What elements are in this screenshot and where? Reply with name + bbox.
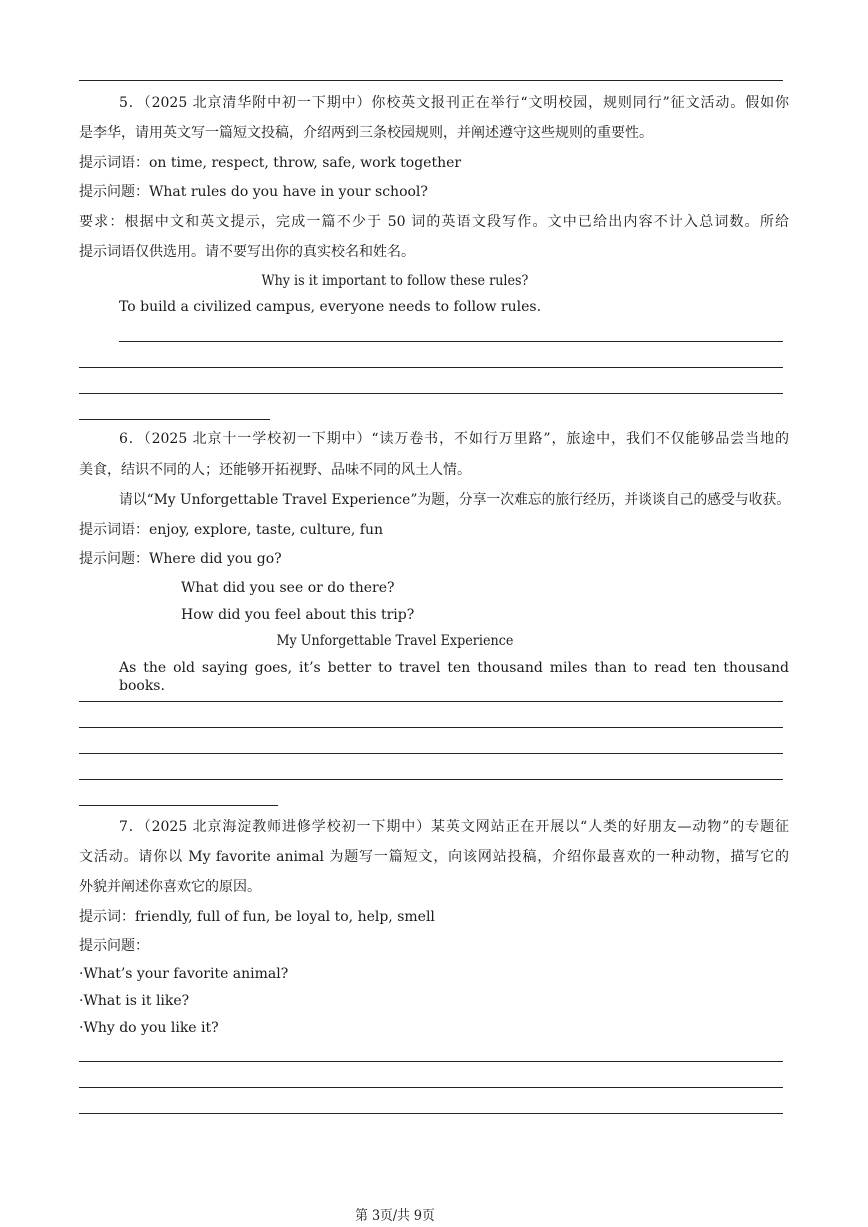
answer-line bbox=[79, 701, 783, 702]
q6-essay-title: My Unforgettable Travel Experience bbox=[276, 633, 514, 649]
q7-prompt-line-1: 7．（2025 北京海淀教师进修学校初一下期中）某英文网站正在开展以“人类的好朋友—动物”的专题征 bbox=[119, 819, 789, 835]
q6-hint-question-3: How did you feel about this trip? bbox=[181, 607, 415, 623]
q5-prompt-line-1: 5．（2025 北京清华附中初一下期中）你校英文报刊正在举行“文明校园，规则同行”征文活动。假如你 bbox=[119, 95, 789, 111]
q5-requirement-line-2: 提示词语仅供选用。请不要写出你的真实校名和姓名。 bbox=[79, 244, 415, 260]
answer-line bbox=[79, 80, 783, 81]
q5-prompt-line-2: 是李华，请用英文写一篇短文投稿，介绍两到三条校园规则，并阐述遵守这些规则的重要性。 bbox=[79, 125, 653, 141]
q7-hint-question-2: ·What is it like? bbox=[79, 993, 190, 1009]
q5-essay-start: To build a civilized campus, everyone needs to follow rules. bbox=[119, 299, 542, 315]
q7-prompt-line-2: 文活动。请你以 My favorite animal 为题写一篇短文，向该网站投稿，介绍你最喜欢的一种动物，描写它的 bbox=[79, 849, 789, 865]
q6-hint-words: 提示词语：enjoy, explore, taste, culture, fun bbox=[79, 522, 383, 538]
answer-line bbox=[79, 805, 278, 806]
q7-prompt-line-3: 外貌并阐述你喜欢它的原因。 bbox=[79, 879, 261, 895]
answer-line bbox=[79, 753, 783, 754]
answer-line bbox=[79, 1061, 783, 1062]
q6-hint-question-2: What did you see or do there? bbox=[181, 580, 395, 596]
q5-hint-question: 提示问题：What rules do you have in your school? bbox=[79, 184, 428, 200]
answer-line bbox=[79, 1087, 783, 1088]
q7-hint-question-1: ·What’s your favorite animal? bbox=[79, 966, 289, 982]
q5-requirement-line-1: 要求：根据中文和英文提示，完成一篇不少于 50 词的英语文段写作。文中已给出内容不计入总词数。所给 bbox=[79, 214, 789, 230]
answer-line bbox=[79, 727, 783, 728]
answer-line bbox=[79, 779, 783, 780]
answer-line bbox=[79, 1113, 783, 1114]
q6-essay-start: As the old saying goes, it’s better to travel ten thousand miles than to read ten thousand books. bbox=[119, 660, 789, 694]
answer-line bbox=[79, 393, 783, 394]
q7-hint-question-label: 提示问题： bbox=[79, 938, 149, 954]
q5-essay-title: Why is it important to follow these rules? bbox=[261, 273, 529, 289]
answer-line bbox=[79, 419, 270, 420]
q6-hint-question-1: 提示问题：Where did you go? bbox=[79, 551, 282, 567]
q6-prompt-line-3: 请以“My Unforgettable Travel Experience”为题，分享一次难忘的旅行经历，并谈谈自己的感受与收获。 bbox=[119, 492, 791, 508]
q5-hint-words: 提示词语：on time, respect, throw, safe, work together bbox=[79, 155, 462, 171]
q7-hint-words: 提示词：friendly, full of fun, be loyal to, help, smell bbox=[79, 909, 435, 925]
q7-hint-question-3: ·Why do you like it? bbox=[79, 1020, 219, 1036]
q6-prompt-line-1: 6．（2025 北京十一学校初一下期中）“读万卷书，不如行万里路”，旅途中，我们不仅能够品尝当地的 bbox=[119, 431, 789, 447]
answer-line bbox=[119, 341, 783, 342]
page-number: 第 3页/共 9页 bbox=[355, 1208, 435, 1224]
answer-line bbox=[79, 367, 783, 368]
q6-prompt-line-2: 美食，结识不同的人；还能够开拓视野、品味不同的风土人情。 bbox=[79, 462, 471, 478]
